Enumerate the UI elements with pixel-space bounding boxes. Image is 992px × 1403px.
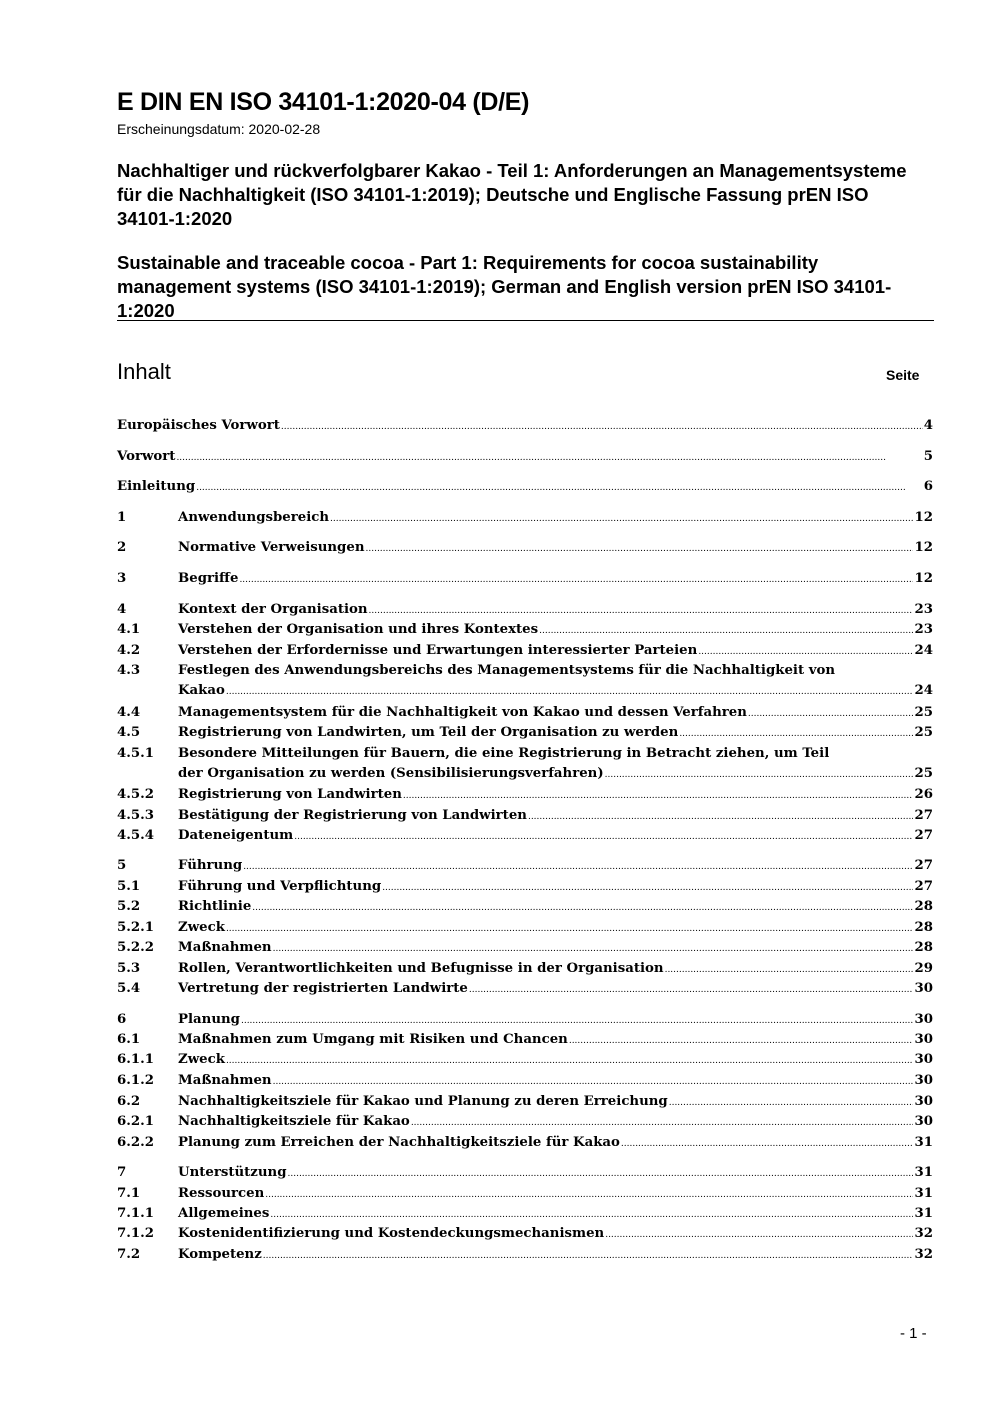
toc-entry[interactable] bbox=[117, 826, 933, 847]
toc-entry-number: 7.1 bbox=[117, 1186, 141, 1201]
toc-entry-title: Europäisches Vorwort bbox=[117, 418, 280, 433]
toc-entry-page: 23 bbox=[914, 622, 933, 637]
toc-dot-leader bbox=[698, 641, 913, 662]
toc-entry-number: 6.1 bbox=[117, 1032, 141, 1047]
toc-entry-number: 4.5.4 bbox=[117, 828, 155, 843]
toc-entry-page: 30 bbox=[914, 1032, 933, 1047]
toc-entry-title: Zweck bbox=[178, 920, 225, 935]
toc-entry[interactable] bbox=[117, 806, 933, 827]
toc-entry-number: 4.1 bbox=[117, 622, 141, 637]
publication-date: Erscheinungsdatum: 2020-02-28 bbox=[117, 121, 321, 137]
toc-entry-title: Richtlinie bbox=[178, 899, 252, 914]
toc-dot-leader bbox=[239, 569, 913, 590]
toc-entry-page: 30 bbox=[914, 1012, 933, 1027]
toc-dot-leader bbox=[403, 785, 914, 806]
toc-entry-page: 12 bbox=[914, 571, 933, 586]
toc-entry[interactable] bbox=[117, 918, 933, 939]
toc-dot-leader bbox=[176, 447, 922, 468]
toc-dot-leader bbox=[665, 959, 914, 980]
toc-dot-leader bbox=[273, 1071, 914, 1092]
toc-dot-leader bbox=[382, 877, 913, 898]
toc-dot-leader bbox=[263, 1245, 914, 1266]
toc-entry[interactable] bbox=[117, 1204, 933, 1225]
toc-entry-title-line1: Besondere Mitteilungen für Bauern, die eine Registrierung in Betracht ziehen, um Teil bbox=[178, 746, 830, 761]
toc-entry[interactable] bbox=[117, 447, 933, 468]
toc-entry[interactable] bbox=[117, 959, 933, 980]
toc-dot-leader bbox=[226, 1050, 914, 1071]
toc-entry-number: 5.4 bbox=[117, 981, 141, 996]
toc-entry-title: Registrierung von Landwirten bbox=[178, 787, 402, 802]
toc-entry-number: 6.1.2 bbox=[117, 1073, 155, 1088]
toc-entry-title: Verstehen der Erfordernisse und Erwartungen interessierter Parteien bbox=[178, 643, 698, 658]
toc-entry-number: 6.2.1 bbox=[117, 1114, 155, 1129]
toc-dot-leader bbox=[226, 681, 914, 702]
toc-entry[interactable] bbox=[117, 744, 933, 785]
toc-dot-leader bbox=[366, 538, 914, 559]
toc-entry-title: der Organisation zu werden (Sensibilisierungsverfahren) bbox=[178, 766, 604, 781]
toc-entry[interactable] bbox=[117, 1010, 933, 1031]
toc-entry[interactable] bbox=[117, 856, 933, 877]
toc-entry[interactable] bbox=[117, 1050, 933, 1071]
title-divider bbox=[117, 320, 934, 321]
toc-entry-title: Unterstützung bbox=[178, 1165, 287, 1180]
toc-entry-page: 29 bbox=[914, 961, 933, 976]
toc-entry-page: 27 bbox=[914, 828, 933, 843]
toc-dot-leader bbox=[241, 1010, 914, 1031]
toc-dot-leader bbox=[196, 477, 923, 498]
toc-entry-title: Dateneigentum bbox=[178, 828, 294, 843]
toc-entry-number: 6.2 bbox=[117, 1094, 141, 1109]
toc-dot-leader bbox=[369, 600, 914, 621]
toc-entry-page: 6 bbox=[923, 479, 933, 494]
toc-entry-title: Verstehen der Organisation und ihres Kontextes bbox=[178, 622, 539, 637]
toc-entry[interactable] bbox=[117, 1133, 933, 1154]
toc-dot-leader bbox=[270, 1204, 913, 1225]
toc-entry-title: Allgemeines bbox=[178, 1206, 270, 1221]
toc-dot-leader bbox=[330, 508, 913, 529]
toc-dot-leader bbox=[539, 620, 913, 641]
toc-entry-page: 30 bbox=[914, 981, 933, 996]
toc-entry-number: 5.2.2 bbox=[117, 940, 155, 955]
toc-entry-number: 7 bbox=[117, 1165, 127, 1180]
toc-entry[interactable] bbox=[117, 416, 933, 437]
toc-entry[interactable] bbox=[117, 1224, 933, 1245]
toc-entry[interactable] bbox=[117, 620, 933, 641]
toc-entry[interactable] bbox=[117, 723, 933, 744]
toc-entry-number: 7.1.2 bbox=[117, 1226, 155, 1241]
toc-entry-number: 4.3 bbox=[117, 663, 141, 678]
toc-entry-number: 4 bbox=[117, 602, 127, 617]
toc-entry[interactable] bbox=[117, 785, 933, 806]
toc-entry-title: Anwendungsbereich bbox=[178, 510, 330, 525]
page-number: - 1 - bbox=[900, 1325, 927, 1342]
toc-entry-page: 30 bbox=[914, 1094, 933, 1109]
toc-entry-number: 4.5.1 bbox=[117, 746, 155, 761]
toc-dot-leader bbox=[273, 938, 914, 959]
toc-entry-number: 5.1 bbox=[117, 879, 141, 894]
toc-entry[interactable] bbox=[117, 1071, 933, 1092]
toc-entry[interactable] bbox=[117, 569, 933, 590]
toc-entry-title: Nachhaltigkeitsziele für Kakao und Planung zu deren Erreichung bbox=[178, 1094, 668, 1109]
toc-entry-page: 31 bbox=[914, 1206, 933, 1221]
toc-entry-page: 30 bbox=[914, 1073, 933, 1088]
toc-entry-title: Führung bbox=[178, 858, 243, 873]
toc-entry-title: Kostenidentifizierung und Kostendeckungsmechanismen bbox=[178, 1226, 605, 1241]
toc-entry-page: 24 bbox=[914, 643, 933, 658]
toc-entry-title: Maßnahmen zum Umgang mit Risiken und Chancen bbox=[178, 1032, 568, 1047]
toc-entry-number: 4.5.3 bbox=[117, 808, 155, 823]
toc-entry[interactable] bbox=[117, 538, 933, 559]
toc-entry[interactable] bbox=[117, 1030, 933, 1051]
toc-dot-leader bbox=[605, 764, 914, 785]
toc-entry-number: 7.2 bbox=[117, 1247, 141, 1262]
toc-entry[interactable] bbox=[117, 508, 933, 529]
toc-entry-page: 28 bbox=[914, 940, 933, 955]
toc-entry-number: 5 bbox=[117, 858, 127, 873]
toc-entry-page: 5 bbox=[923, 449, 933, 464]
toc-entry-title: Einleitung bbox=[117, 479, 196, 494]
toc-entry-title: Nachhaltigkeitsziele für Kakao bbox=[178, 1114, 410, 1129]
toc-entry[interactable] bbox=[117, 703, 933, 724]
toc-entry[interactable] bbox=[117, 1163, 933, 1184]
toc-entry[interactable] bbox=[117, 938, 933, 959]
toc-entry-page: 25 bbox=[914, 725, 933, 740]
toc-entry-number: 5.2.1 bbox=[117, 920, 155, 935]
toc-entry-page: 27 bbox=[914, 858, 933, 873]
toc-entry-title: Führung und Verpflichtung bbox=[178, 879, 382, 894]
toc-heading: Inhalt bbox=[117, 359, 171, 384]
toc-entry-number: 2 bbox=[117, 540, 127, 555]
toc-entry[interactable] bbox=[117, 641, 933, 662]
toc-entry-number: 3 bbox=[117, 571, 127, 586]
toc-dot-leader bbox=[252, 897, 913, 918]
toc-dot-leader bbox=[621, 1133, 914, 1154]
toc-entry-page: 12 bbox=[914, 540, 933, 555]
toc-dot-leader bbox=[679, 723, 913, 744]
toc-entry-page: 26 bbox=[914, 787, 933, 802]
toc-entry-page: 27 bbox=[914, 808, 933, 823]
toc-entry-number: 7.1.1 bbox=[117, 1206, 155, 1221]
toc-entry-page: 25 bbox=[914, 766, 933, 781]
toc-entry[interactable] bbox=[117, 600, 933, 621]
toc-entry-page: 27 bbox=[914, 879, 933, 894]
toc-dot-leader bbox=[411, 1112, 914, 1133]
toc-entry-title: Normative Verweisungen bbox=[178, 540, 365, 555]
toc-entry[interactable] bbox=[117, 897, 933, 918]
toc-entry-page: 4 bbox=[923, 418, 933, 433]
toc-entry[interactable] bbox=[117, 661, 933, 702]
toc-dot-leader bbox=[281, 416, 923, 437]
toc-entry-page: 28 bbox=[914, 920, 933, 935]
toc-entry-title: Maßnahmen bbox=[178, 1073, 272, 1088]
document-id: E DIN EN ISO 34101-1:2020-04 (D/E) bbox=[117, 88, 530, 116]
toc-entry-title: Ressourcen bbox=[178, 1186, 265, 1201]
toc-page-column-label: Seite bbox=[886, 367, 920, 383]
toc-entry-title: Rollen, Verantwortlichkeiten und Befugnisse in der Organisation bbox=[178, 961, 664, 976]
toc-entry-title: Bestätigung der Registrierung von Landwirten bbox=[178, 808, 527, 823]
toc-dot-leader bbox=[243, 856, 913, 877]
toc-entry-number: 6 bbox=[117, 1012, 127, 1027]
toc-entry-number: 5.3 bbox=[117, 961, 141, 976]
toc-dot-leader bbox=[528, 806, 914, 827]
toc-dot-leader bbox=[294, 826, 913, 847]
toc-entry-page: 31 bbox=[914, 1135, 933, 1150]
toc-entry[interactable] bbox=[117, 1092, 933, 1113]
toc-entry-title: Vertretung der registrierten Landwirte bbox=[178, 981, 468, 996]
toc-entry[interactable] bbox=[117, 1112, 933, 1133]
toc-entry[interactable] bbox=[117, 1245, 933, 1266]
toc-entry-page: 28 bbox=[914, 899, 933, 914]
toc-entry-number: 5.2 bbox=[117, 899, 141, 914]
toc-dot-leader bbox=[226, 918, 914, 939]
toc-entry-number: 1 bbox=[117, 510, 127, 525]
toc-dot-leader bbox=[569, 1030, 914, 1051]
toc-dot-leader bbox=[469, 979, 914, 1000]
toc-entry-number: 6.1.1 bbox=[117, 1052, 155, 1067]
toc-entry-title: Planung zum Erreichen der Nachhaltigkeitsziele für Kakao bbox=[178, 1135, 620, 1150]
toc-entry-number: 4.5.2 bbox=[117, 787, 155, 802]
toc-entry[interactable] bbox=[117, 477, 933, 498]
toc-entry-number: 4.5 bbox=[117, 725, 141, 740]
toc-entry[interactable] bbox=[117, 877, 933, 898]
toc-entry[interactable] bbox=[117, 1184, 933, 1205]
toc-entry-title: Maßnahmen bbox=[178, 940, 272, 955]
toc-entry-page: 32 bbox=[914, 1226, 933, 1241]
toc-entry-title: Kakao bbox=[178, 683, 225, 698]
toc-entry-page: 30 bbox=[914, 1114, 933, 1129]
toc-entry-page: 30 bbox=[914, 1052, 933, 1067]
toc-entry-title: Vorwort bbox=[117, 449, 176, 464]
toc-dot-leader bbox=[265, 1184, 913, 1205]
toc-dot-leader bbox=[288, 1163, 914, 1184]
toc-entry-title: Registrierung von Landwirten, um Teil der Organisation zu werden bbox=[178, 725, 679, 740]
toc-entry-page: 24 bbox=[914, 683, 933, 698]
toc-entry[interactable] bbox=[117, 979, 933, 1000]
toc-entry-title-line1: Festlegen des Anwendungsbereichs des Managementsystems für die Nachhaltigkeit von bbox=[178, 663, 836, 678]
toc-entry-title: Kontext der Organisation bbox=[178, 602, 368, 617]
toc-entry-title: Kompetenz bbox=[178, 1247, 262, 1262]
toc-entry-page: 31 bbox=[914, 1165, 933, 1180]
toc-entry-title: Begriffe bbox=[178, 571, 239, 586]
toc-dot-leader bbox=[748, 703, 914, 724]
toc-entry-page: 23 bbox=[914, 602, 933, 617]
toc-entry-number: 6.2.2 bbox=[117, 1135, 155, 1150]
title-german: Nachhaltiger und rückverfolgbarer Kakao - Teil 1: Anforderungen an Managementsysteme für die Nachhaltigkeit (ISO 34101-1:2019); Deutsche und Englische Fassung prEN ISO 34101-1:2020 bbox=[117, 160, 907, 229]
toc-entry-title: Managementsystem für die Nachhaltigkeit von Kakao und dessen Verfahren bbox=[178, 705, 747, 720]
toc-entry-title: Planung bbox=[178, 1012, 240, 1027]
toc-entry-number: 4.2 bbox=[117, 643, 141, 658]
toc-dot-leader bbox=[669, 1092, 914, 1113]
toc-entry-page: 12 bbox=[914, 510, 933, 525]
toc-entry-number: 4.4 bbox=[117, 705, 141, 720]
title-english: Sustainable and traceable cocoa - Part 1: Requirements for cocoa sustainability management systems (ISO 34101-1:2019); German and English version prEN ISO 34101-1:2020 bbox=[117, 252, 892, 321]
toc-entry-title: Zweck bbox=[178, 1052, 225, 1067]
toc-entry-page: 32 bbox=[914, 1247, 933, 1262]
toc-dot-leader bbox=[605, 1224, 913, 1245]
toc-entry-page: 31 bbox=[914, 1186, 933, 1201]
toc-entry-page: 25 bbox=[914, 705, 933, 720]
